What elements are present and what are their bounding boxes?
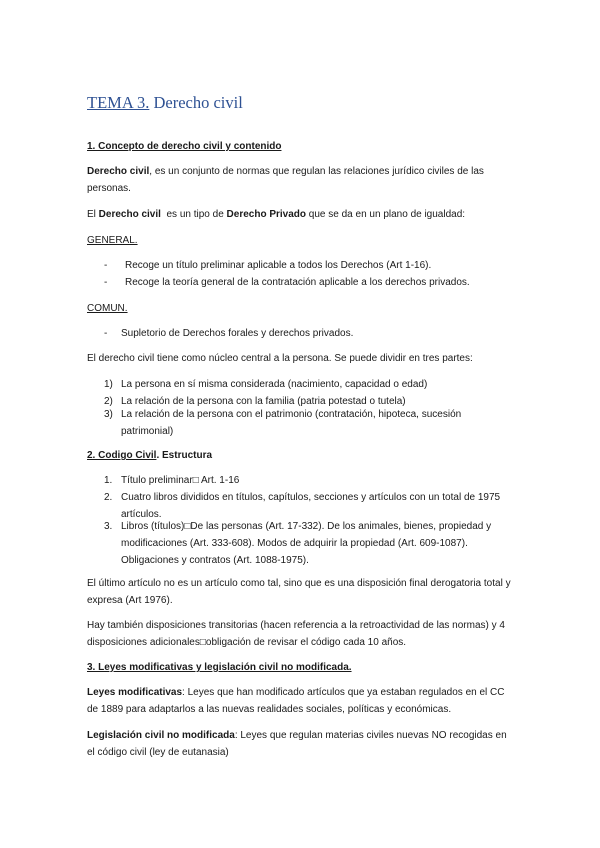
- arrow-glyph-icon: □: [199, 637, 206, 648]
- page-title: [87, 93, 243, 113]
- list-number: 1): [104, 379, 113, 390]
- last-article-paragraph: El último artículo no es un artículo como tal, sino que es una disposición final derogatoria total y expresa (Art 1976).: [87, 578, 511, 606]
- transitory-paragraph: Hay también disposiciones transitorias (hacen referencia a la retroactividad de las normas) y 4 disposiciones adicionales□obligación de revisar el código cada 10 años.: [87, 620, 505, 648]
- comun-label: COMUN.: [87, 303, 128, 314]
- bullet-dash: -: [104, 277, 108, 288]
- section-3-heading: 3. Leyes modificativas y legislación civil no modificada.: [87, 662, 352, 673]
- list-number: 2.: [104, 492, 113, 503]
- part-item: La relación de la persona con la familia (patria potestad o tutela): [121, 396, 406, 407]
- private-law-paragraph: El Derecho civil es un tipo de Derecho Privado que se da en un plano de igualdad:: [87, 209, 466, 220]
- general-item: Recoge la teoría general de la contratación aplicable a los derechos privados.: [125, 277, 470, 288]
- unmodified-legislation-paragraph: Legislación civil no modificada: Leyes que regulan materias civiles nuevas NO recogidas en el código civil (ley de eutanasia): [87, 730, 507, 758]
- comun-item: Supletorio de Derechos forales y derechos privados.: [121, 328, 354, 339]
- title-number: TEMA 3.: [87, 93, 150, 112]
- structure-item: Libros (títulos)□De las personas (Art. 17-332). De los animales, bienes, propiedad y modificaciones (Art. 333-608). Modos de adquirir la propiedad (Art. 609-1087). Obligaciones y contratos (Art. 1088-1975).: [121, 521, 492, 566]
- list-number: 2): [104, 396, 113, 407]
- definition-paragraph: Derecho civil, es un conjunto de normas que regulan las relaciones jurídico civiles de las personas.: [87, 166, 484, 194]
- part-item: La persona en sí misma considerada (nacimiento, capacidad o edad): [121, 379, 428, 390]
- structure-item: Título preliminar□ Art. 1-16: [121, 475, 240, 486]
- list-number: 3): [104, 409, 113, 420]
- part-item: La relación de la persona con el patrimonio (contratación, hipoteca, sucesión patrimonial): [121, 409, 462, 437]
- bullet-dash: -: [104, 328, 108, 339]
- modifying-laws-paragraph: Leyes modificativas: Leyes que han modificado artículos que ya estaban regulados en el CC de 1889 para adaptarlos a las nuevas realidades sociales, políticas y económicas.: [87, 687, 505, 715]
- arrow-glyph-icon: □: [184, 521, 191, 532]
- general-item: Recoge un título preliminar aplicable a todos los Derechos (Art 1-16).: [125, 260, 432, 271]
- list-number: 3.: [104, 521, 113, 532]
- general-label: GENERAL.: [87, 235, 138, 246]
- section-1-heading: 1. Concepto de derecho civil y contenido: [87, 141, 282, 152]
- bullet-dash: -: [104, 260, 108, 271]
- section-2-heading: 2. Codigo Civil. Estructura: [87, 450, 213, 461]
- list-number: 1.: [104, 475, 113, 486]
- parts-intro: El derecho civil tiene como núcleo central a la persona. Se puede dividir en tres partes:: [87, 353, 473, 364]
- arrow-glyph-icon: □: [192, 475, 199, 486]
- title-text: Derecho civil: [153, 93, 243, 112]
- structure-item: Cuatro libros divididos en títulos, capítulos, secciones y artículos con un total de 1975 artículos.: [121, 492, 501, 520]
